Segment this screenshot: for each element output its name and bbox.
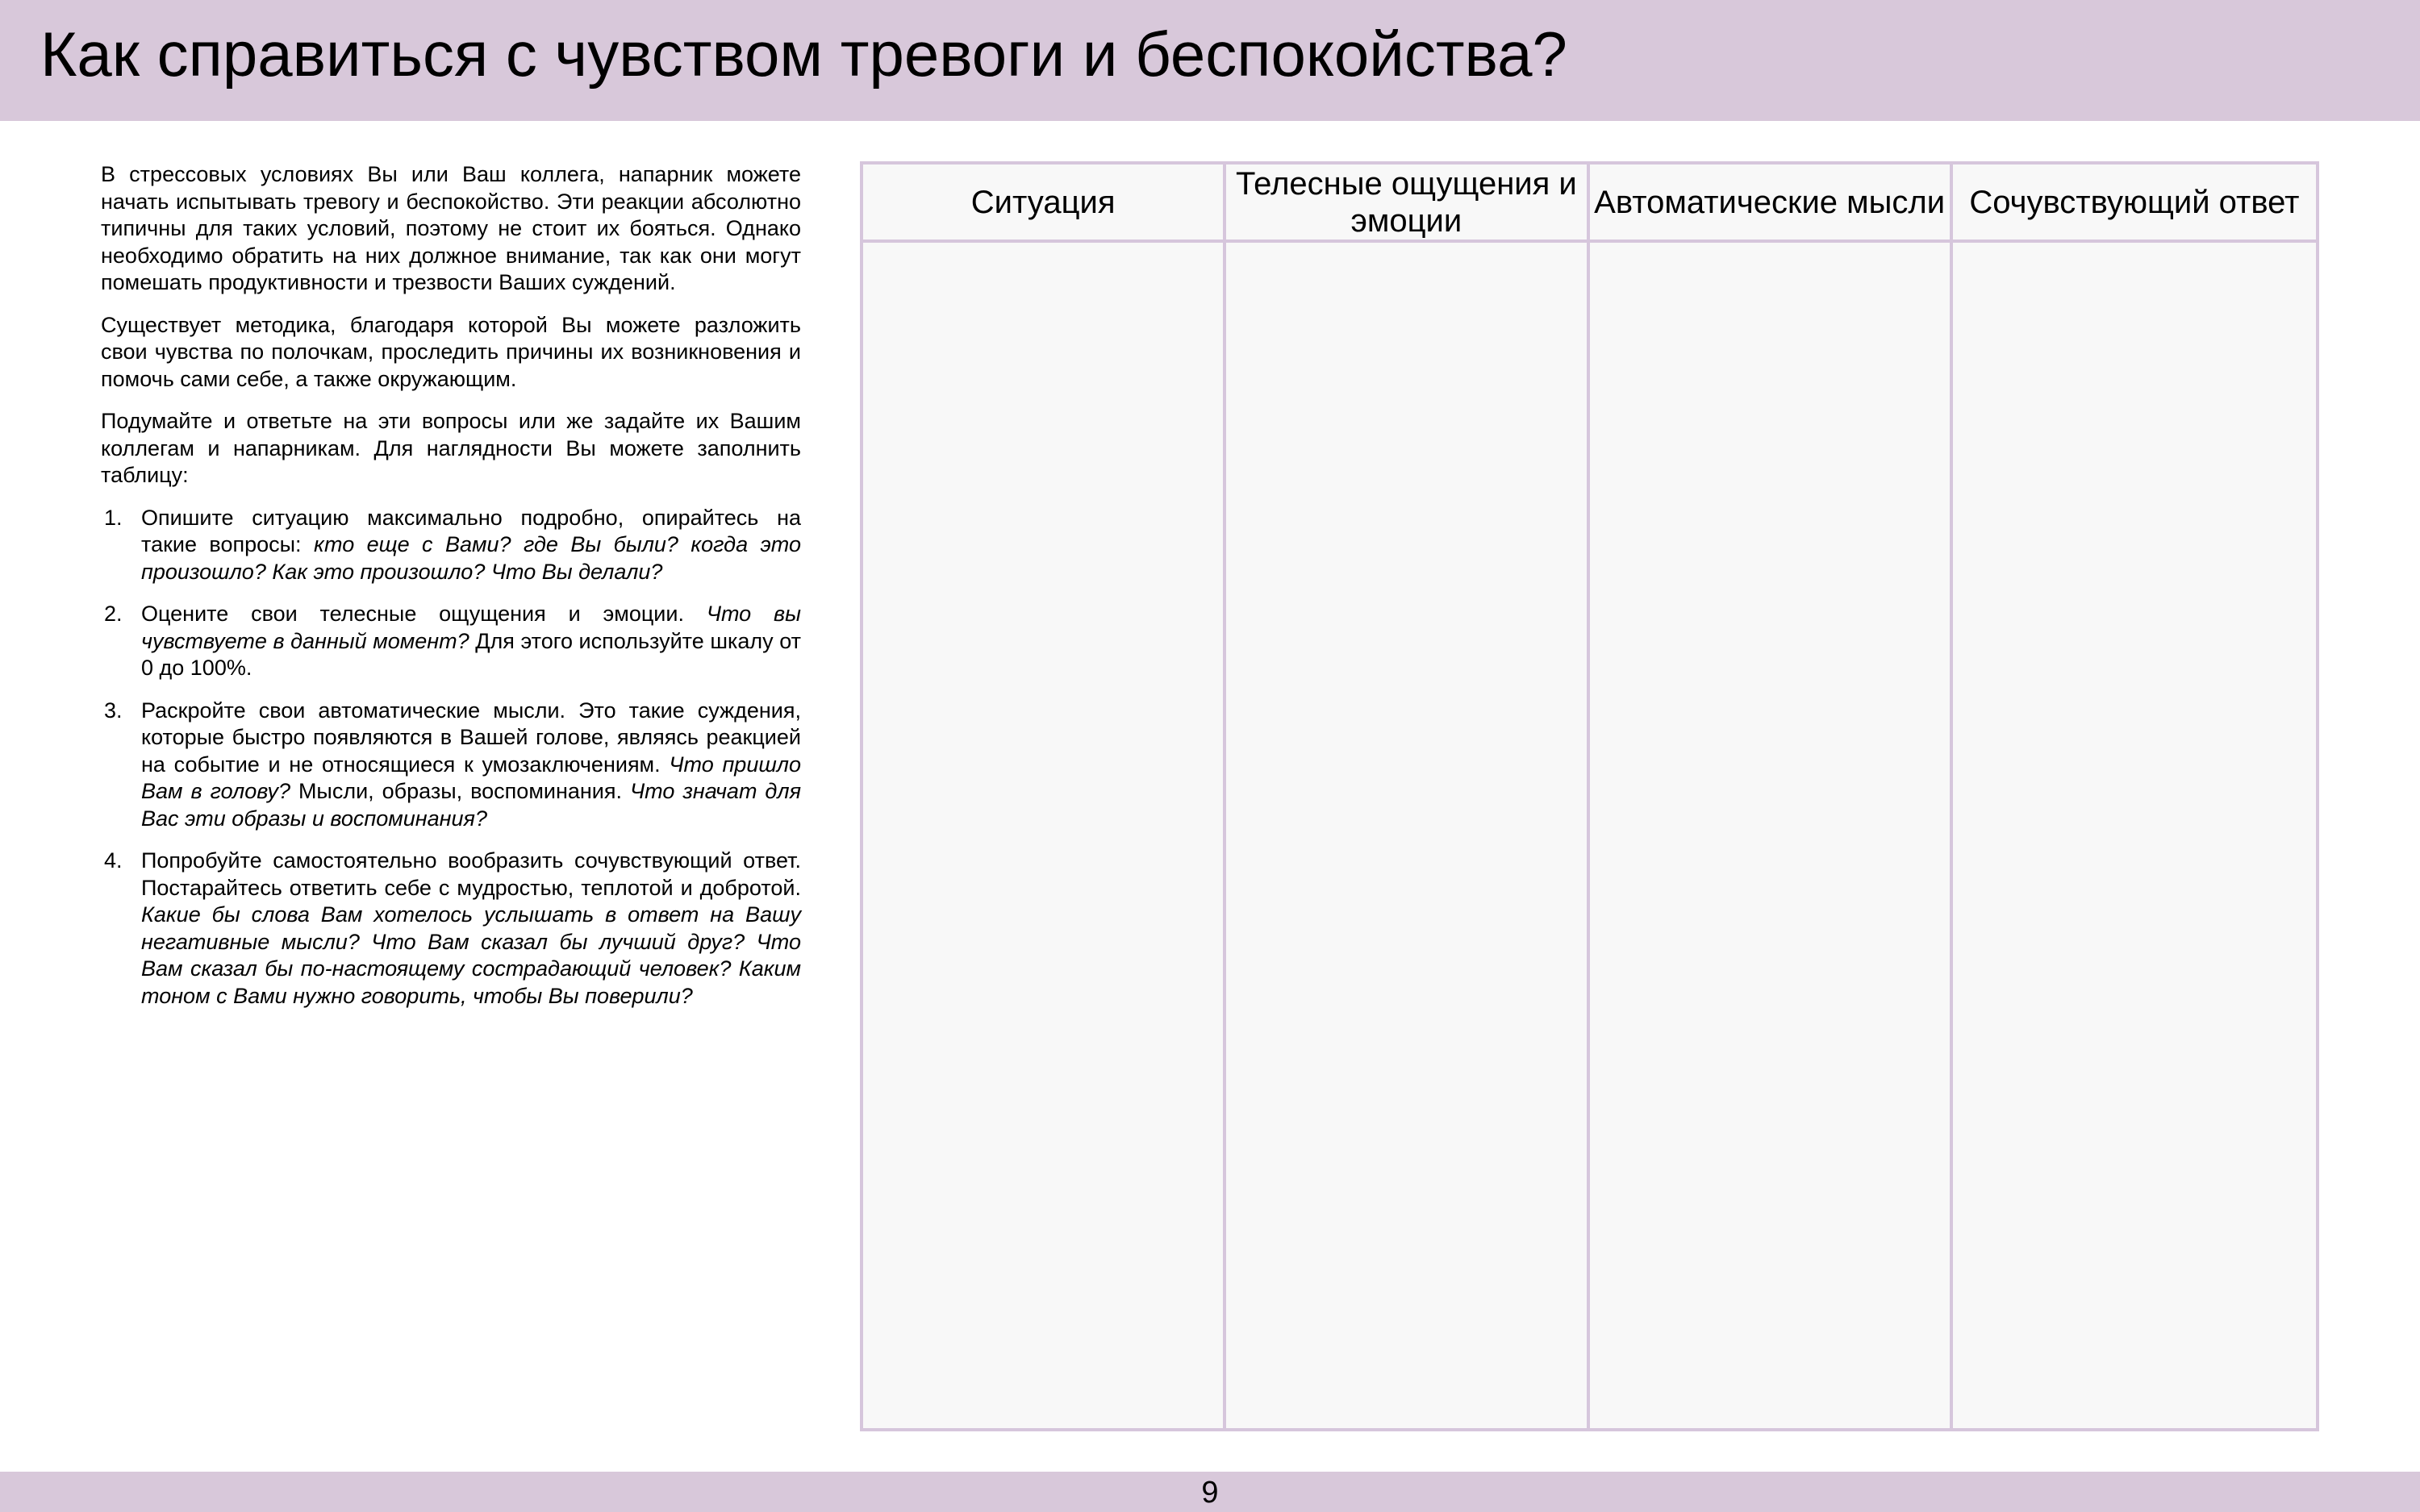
table-cell-situation[interactable] — [863, 243, 1226, 1428]
page-title: Как справиться с чувством тревоги и беспокойства? — [40, 19, 1567, 90]
column-header-thoughts: Автоматические мысли — [1590, 165, 1953, 243]
intro-paragraph-1: В стрессовых условиях Вы или Ваш коллега, напарник можете начать испытывать тревогу и беспокойство. Эти реакции абсолютно типичны для таких условий, поэтому не стоит их бояться. Однако необходимо обратить на них должное внимание, так как они могут помешать продуктивности и трезвости Ваших суждений. — [101, 162, 801, 294]
step-text: Опишите ситуацию максимально подробно, опирайтесь на такие вопросы: — [141, 505, 801, 556]
column-header-situation: Ситуация — [863, 165, 1226, 243]
table-cell-response[interactable] — [1953, 243, 2316, 1428]
column-header-response: Сочувствующий ответ — [1953, 165, 2316, 243]
step-number: 4. — [104, 848, 123, 873]
step-questions: кто еще с Вами? где Вы были? когда это произошло? Как это произошло? Что Вы делали? — [141, 532, 801, 584]
step-questions: Какие бы слова Вам хотелось услышать в ответ на Вашу негативные мысли? Что Вам сказал бы лучший друг? Что Вам сказал бы по-настоящему сострадающий человек? Каким тоном с Вами нужно говорить, чтобы Вы поверили? — [141, 902, 801, 1008]
intro-paragraph-3: Подумайте и ответьте на эти вопросы или же задайте их Вашим коллегам и напарникам. Для наглядности Вы можете заполнить таблицу: — [101, 409, 801, 487]
step-number: 3. — [104, 698, 123, 723]
list-item — [101, 698, 801, 833]
table-cell-thoughts[interactable] — [1590, 243, 1953, 1428]
step-text: Раскройте свои автоматические мысли. Это такие суждения, которые быстро появляются в Вашей голове, являясь реакцией на событие и не относящиеся к умозаключениям. — [141, 698, 801, 777]
worksheet-table — [860, 161, 2319, 1431]
list-item — [101, 505, 801, 586]
step-text-continued: Для этого используйте шкалу от 0 до 100%. — [141, 628, 802, 680]
step-questions-continued: Что значат для Вас эти образы и воспоминания? — [141, 779, 801, 831]
step-number: 1. — [104, 505, 123, 530]
page-number: 9 — [1201, 1476, 1219, 1510]
table-cell-sensations[interactable] — [1226, 243, 1589, 1428]
step-number: 2. — [104, 602, 123, 626]
intro-paragraph-2: Существует методика, благодаря которой Вы можете разложить свои чувства по полочкам, проследить причины их возникновения и помочь сами себе, а также окружающим. — [101, 312, 801, 391]
page-footer — [0, 1472, 2420, 1512]
page-header — [0, 0, 2420, 121]
steps-list — [101, 505, 801, 1010]
list-item — [101, 601, 801, 682]
step-text-continued: Мысли, образы, воспоминания. — [290, 779, 630, 803]
instructions-text — [101, 161, 801, 1025]
step-text: Оцените свои телесные ощущения и эмоции. — [141, 602, 707, 626]
step-text: Попробуйте самостоятельно вообразить сочувствующий ответ. Постарайтесь ответить себе с мудростью, теплотой и добротой. — [141, 848, 801, 900]
step-questions: Что вы чувствуете в данный момент? — [141, 602, 801, 653]
list-item — [101, 848, 801, 1010]
step-questions: Что пришло Вам в голову? — [141, 752, 801, 803]
column-header-sensations: Телесные ощущения и эмоции — [1226, 165, 1589, 243]
